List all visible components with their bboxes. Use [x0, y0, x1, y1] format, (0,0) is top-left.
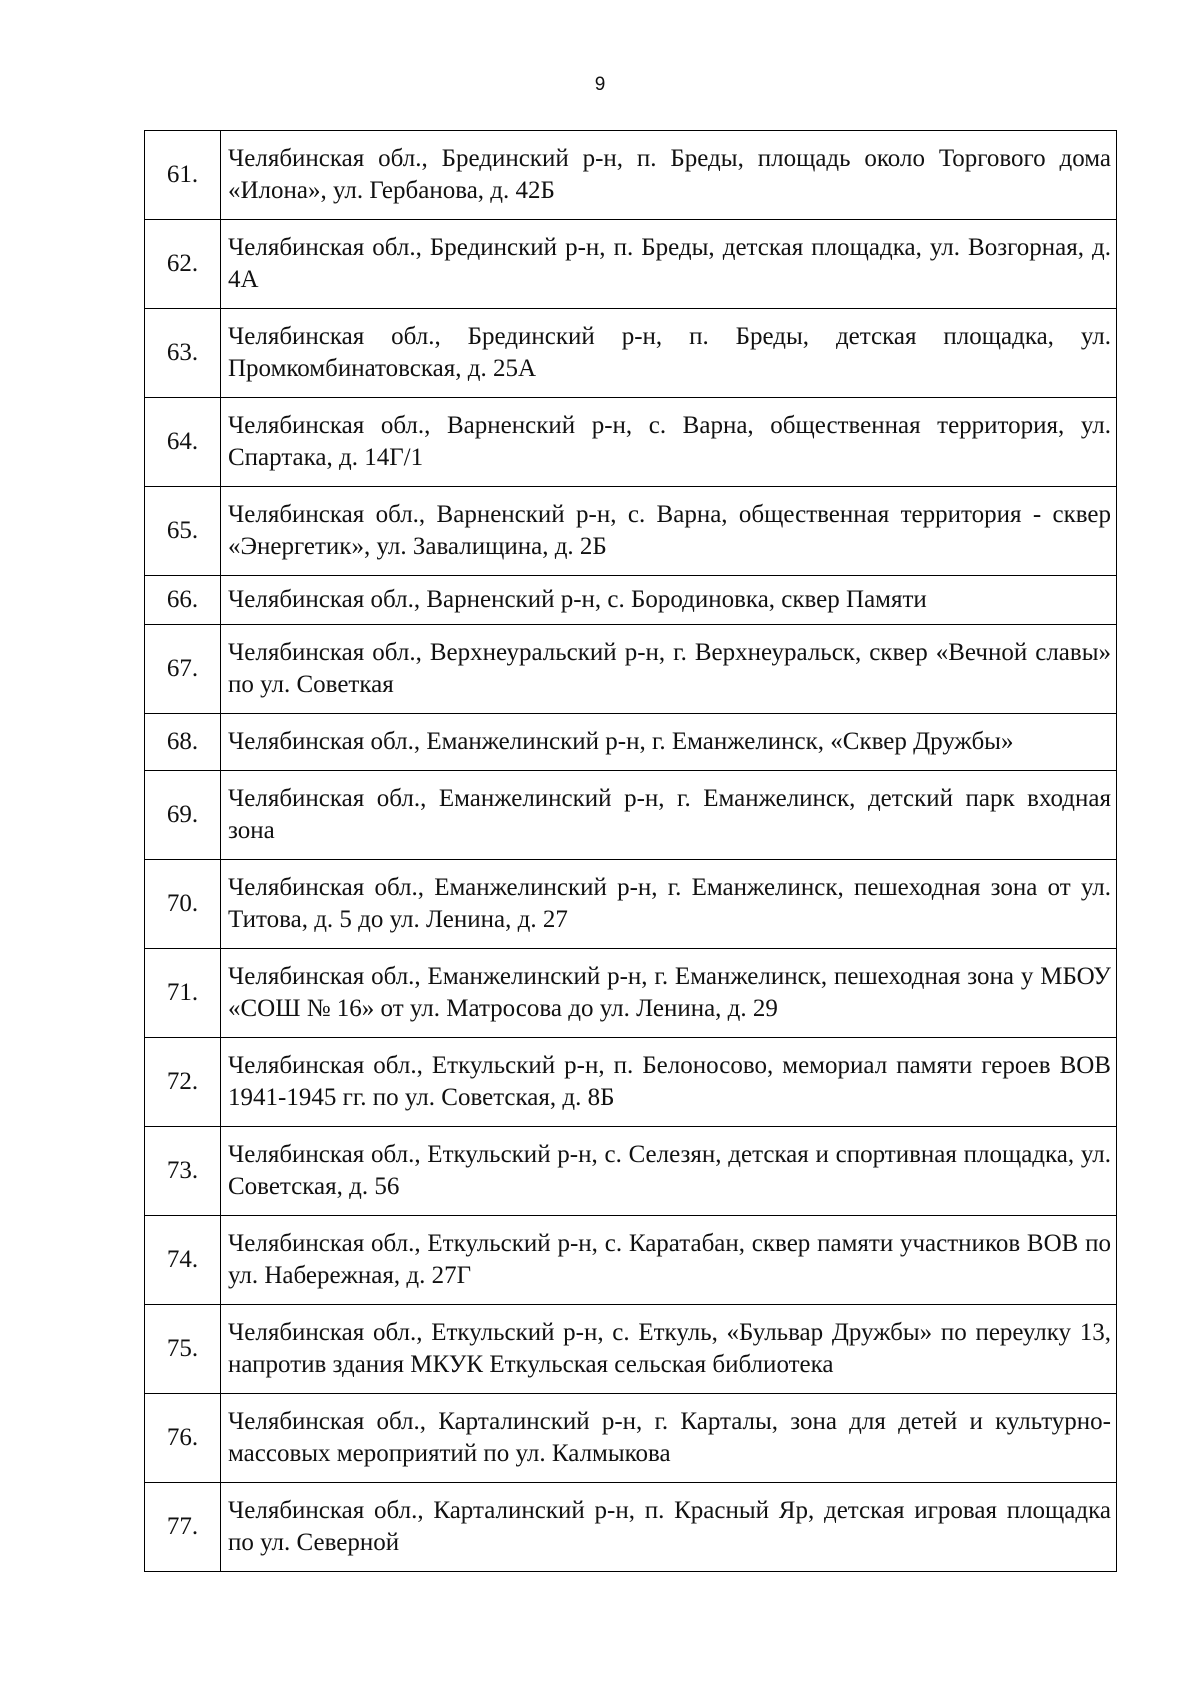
row-address: Челябинская обл., Верхнеуральский р-н, г. Верхнеуральск, сквер «Вечной славы» по ул. Советкая [221, 625, 1117, 714]
table-row [145, 398, 1117, 487]
row-number: 75. [145, 1305, 221, 1394]
row-number: 77. [145, 1483, 221, 1572]
row-address: Челябинская обл., Карталинский р-н, п. Красный Яр, детская игровая площадка по ул. Северной [221, 1483, 1117, 1572]
row-address: Челябинская обл., Варненский р-н, с. Бородиновка, сквер Памяти [221, 576, 1117, 625]
table-row [145, 1394, 1117, 1483]
row-address: Челябинская обл., Еманжелинский р-н, г. Еманжелинск, детский парк входная зона [221, 771, 1117, 860]
table-row [145, 860, 1117, 949]
row-number: 73. [145, 1127, 221, 1216]
row-address: Челябинская обл., Брединский р-н, п. Бреды, площадь около Торгового дома «Илона», ул. Гербанова, д. 42Б [221, 131, 1117, 220]
table-row [145, 131, 1117, 220]
address-table [144, 130, 1117, 1572]
row-address: Челябинская обл., Брединский р-н, п. Бреды, детская площадка, ул. Возгорная, д. 4А [221, 220, 1117, 309]
table-row [145, 771, 1117, 860]
row-address: Челябинская обл., Еткульский р-н, с. Селезян, детская и спортивная площадка, ул. Советская, д. 56 [221, 1127, 1117, 1216]
table-row [145, 309, 1117, 398]
row-number: 76. [145, 1394, 221, 1483]
row-number: 67. [145, 625, 221, 714]
row-address: Челябинская обл., Еманжелинский р-н, г. Еманжелинск, пешеходная зона у МБОУ «СОШ № 16» от ул. Матросова до ул. Ленина, д. 29 [221, 949, 1117, 1038]
row-number: 63. [145, 309, 221, 398]
row-address: Челябинская обл., Еткульский р-н, с. Каратабан, сквер памяти участников ВОВ по ул. Набережная, д. 27Г [221, 1216, 1117, 1305]
address-table-body [145, 131, 1117, 1572]
row-number: 65. [145, 487, 221, 576]
row-number: 66. [145, 576, 221, 625]
row-number: 69. [145, 771, 221, 860]
row-address: Челябинская обл., Брединский р-н, п. Бреды, детская площадка, ул. Промкомбинатовская, д. 25А [221, 309, 1117, 398]
row-address: Челябинская обл., Еманжелинский р-н, г. Еманжелинск, «Сквер Дружбы» [221, 714, 1117, 771]
row-number: 61. [145, 131, 221, 220]
table-row [145, 220, 1117, 309]
row-number: 68. [145, 714, 221, 771]
table-row [145, 949, 1117, 1038]
table-row [145, 1483, 1117, 1572]
table-row [145, 1216, 1117, 1305]
table-row [145, 576, 1117, 625]
table-row [145, 1127, 1117, 1216]
table-row [145, 1038, 1117, 1127]
row-number: 74. [145, 1216, 221, 1305]
row-address: Челябинская обл., Варненский р-н, с. Варна, общественная территория, ул. Спартака, д. 14Г/1 [221, 398, 1117, 487]
page-number: 9 [594, 74, 606, 95]
row-address: Челябинская обл., Еманжелинский р-н, г. Еманжелинск, пешеходная зона от ул. Титова, д. 5 до ул. Ленина, д. 27 [221, 860, 1117, 949]
row-address: Челябинская обл., Карталинский р-н, г. Карталы, зона для детей и культурно-массовых мероприятий по ул. Калмыкова [221, 1394, 1117, 1483]
row-number: 64. [145, 398, 221, 487]
row-address: Челябинская обл., Варненский р-н, с. Варна, общественная территория - сквер «Энергетик», ул. Завалищина, д. 2Б [221, 487, 1117, 576]
row-number: 62. [145, 220, 221, 309]
table-row [145, 625, 1117, 714]
table-row [145, 1305, 1117, 1394]
table-row [145, 487, 1117, 576]
row-number: 70. [145, 860, 221, 949]
row-address: Челябинская обл., Еткульский р-н, с. Еткуль, «Бульвар Дружбы» по переулку 13, напротив здания МКУК Еткульская сельская библиотека [221, 1305, 1117, 1394]
row-address: Челябинская обл., Еткульский р-н, п. Белоносово, мемориал памяти героев ВОВ 1941-1945 гг. по ул. Советская, д. 8Б [221, 1038, 1117, 1127]
row-number: 72. [145, 1038, 221, 1127]
table-row [145, 714, 1117, 771]
row-number: 71. [145, 949, 221, 1038]
